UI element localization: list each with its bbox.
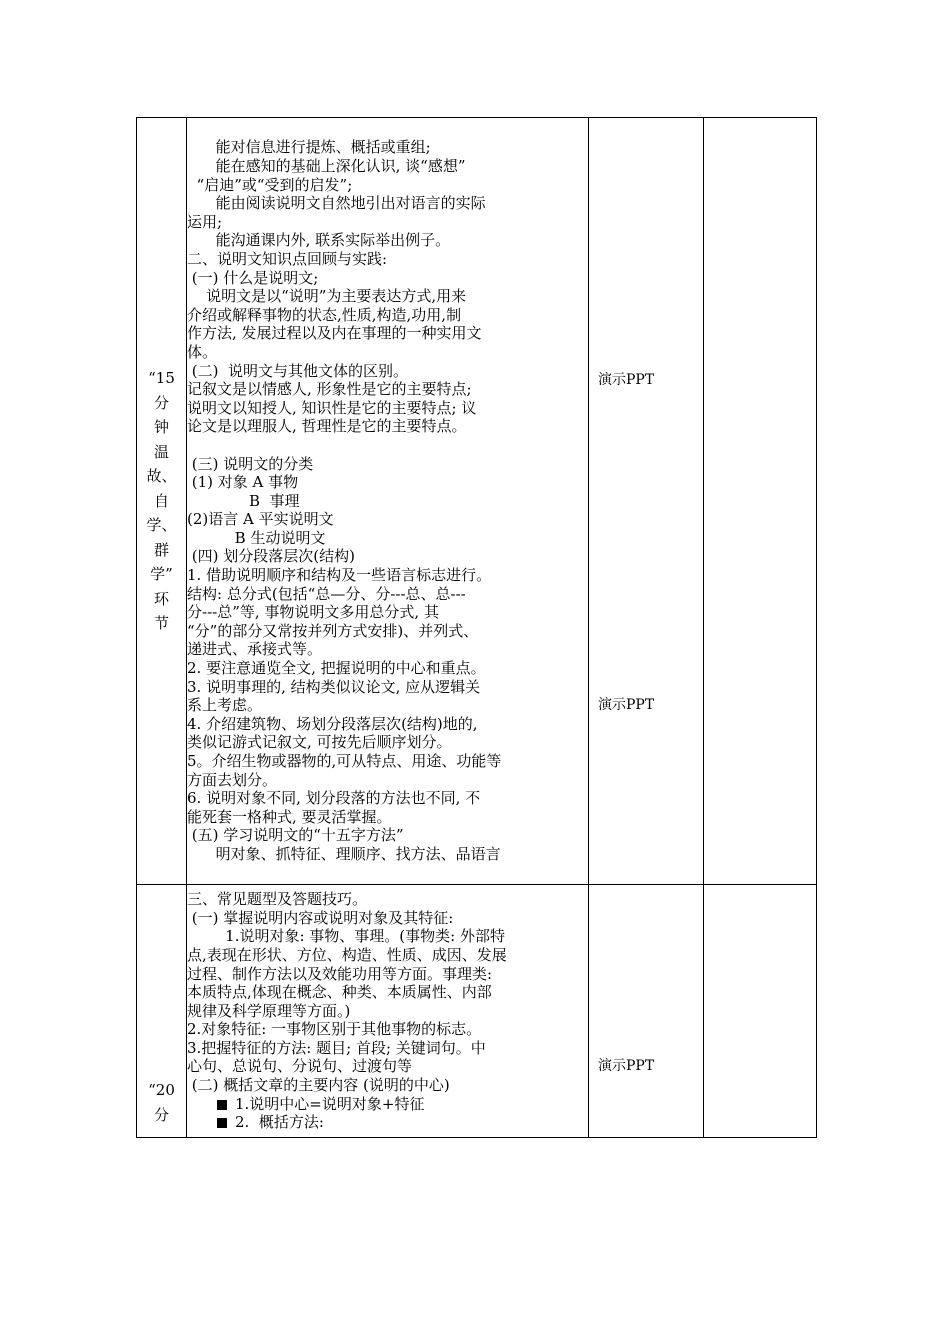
- text-line: “启迪”或“受到的启发”;: [187, 175, 353, 194]
- table-row: [137, 885, 817, 1138]
- text-line: 递进式、承接式等。: [187, 640, 323, 659]
- section-heading: 二、说明文知识点回顾与实践:: [187, 249, 388, 268]
- text-line: 点,表现在形状、方位、构造、性质、成因、发展: [187, 945, 507, 964]
- text-line: 2.对象特征: 一事物区别于其他事物的标志。: [187, 1020, 482, 1039]
- text-line: (一) 什么是说明文;: [187, 268, 319, 287]
- text-line: 说明文是以“说明”为主要表达方式,用来: [187, 287, 467, 306]
- phase-char: 环: [153, 589, 169, 608]
- text-line: 结构: 总分式(包括“总—分、分---总、总---: [187, 584, 466, 603]
- ppt-label: 演示PPT: [598, 372, 655, 388]
- text-line: 分---总”等, 事物说明文多用总分式, 其: [187, 603, 439, 622]
- phase-char: 故、: [146, 467, 177, 486]
- text-line: B 生动说明文: [187, 528, 326, 547]
- text-line: 3. 说明事理的, 结构类似议论文, 应从逻辑关: [187, 677, 481, 696]
- text-line: (2)语言 A 平实说明文: [187, 510, 334, 529]
- text-line: “分”的部分又常按并列方式安排)、并列式、: [187, 621, 479, 640]
- text-line: 作方法, 发展过程以及内在事理的一种实用文: [187, 324, 482, 343]
- text-line: 1.说明对象: 事物、事理。(事物类: 外部特: [187, 927, 505, 946]
- lesson-plan-table: [136, 117, 817, 1138]
- phase-cell: [137, 118, 187, 885]
- ppt-label: 演示PPT: [598, 1058, 655, 1074]
- text-line: 明对象、抓特征、理顺序、找方法、品语言: [187, 844, 501, 863]
- media-cell: [589, 885, 704, 1138]
- phase-char: 群: [153, 540, 169, 559]
- text-line: 论文是以理服人, 哲理性是它的主要特点。: [187, 417, 467, 436]
- square-bullet-icon: [217, 1100, 227, 1110]
- bullet-line: [187, 1095, 588, 1114]
- text-line: 能对信息进行提炼、概括或重组;: [187, 138, 431, 157]
- text-line: 6. 说明对象不同, 划分段落的方法也不同, 不: [187, 789, 481, 808]
- media-cell: [589, 118, 704, 885]
- phase-char: “20: [148, 1081, 175, 1099]
- text-line: (二) 说明文与其他文体的区别。: [187, 361, 409, 380]
- text-line: 心句、总说句、分说句、过渡句等: [187, 1057, 413, 1076]
- text-line: (二) 概括文章的主要内容 (说明的中心): [187, 1076, 450, 1095]
- text-line: 规律及科学原理等方面。): [187, 1001, 351, 1020]
- text-line: 1. 借助说明顺序和结构及一些语言标志进行。: [187, 566, 492, 585]
- text-line: 系上考虑。: [187, 696, 263, 715]
- text-line: (1) 对象 A 事物: [187, 473, 299, 492]
- text-line: (三) 说明文的分类: [187, 454, 314, 473]
- text-line: 说明文以知授人, 知识性是它的主要特点; 议: [187, 398, 477, 417]
- text-line: 能在感知的基础上深化认识, 谈“感想”: [187, 157, 466, 176]
- notes-cell: [704, 885, 817, 1138]
- section-heading: 三、常见题型及答题技巧。: [187, 890, 368, 909]
- bullet-line: [187, 1113, 588, 1132]
- text-line: B 事理: [187, 491, 300, 510]
- content-cell: [187, 118, 589, 885]
- phase-cell: [137, 885, 187, 1138]
- phase-char: 分: [153, 1105, 169, 1124]
- text-line: 2. 要注意通览全文, 把握说明的中心和重点。: [187, 659, 486, 678]
- text-line: (四) 划分段落层次(结构): [187, 547, 355, 566]
- table-row: [137, 118, 817, 885]
- text-line: 本质特点,体现在概念、种类、本质属性、内部: [187, 983, 492, 1002]
- text-line: 类似记游式记叙文, 可按先后顺序划分。: [187, 733, 452, 752]
- text-line: 3.把握特征的方法: 题目; 首段; 关键词句。中: [187, 1038, 486, 1057]
- phase-char: 节: [153, 614, 169, 633]
- phase-char: 分: [153, 393, 169, 412]
- ppt-label: 演示PPT: [598, 697, 655, 713]
- text-line: (五) 学习说明文的“十五字方法”: [187, 826, 404, 845]
- text-line: 体。: [187, 342, 218, 361]
- text-line: 能死套一格种式, 要灵活掌握。: [187, 807, 392, 826]
- text-line: 介绍或解释事物的状态,性质,构造,功用,制: [187, 305, 462, 324]
- phase-char: 自: [153, 491, 169, 510]
- blank-line: [187, 436, 588, 455]
- square-bullet-icon: [217, 1118, 227, 1128]
- bullet-text: 1.说明中心=说明对象+特征: [235, 1094, 425, 1113]
- phase-char: 学”: [150, 565, 173, 584]
- bullet-text: 2. 概括方法:: [235, 1113, 324, 1132]
- phase-char: 温: [153, 442, 169, 461]
- phase-char: “15: [148, 369, 175, 388]
- text-line: (一) 掌握说明内容或说明对象及其特征:: [187, 908, 454, 927]
- content-cell: [187, 885, 589, 1138]
- text-line: 能沟通课内外, 联系实际举出例子。: [187, 231, 451, 250]
- text-line: 记叙文是以情感人, 形象性是它的主要特点;: [187, 380, 472, 399]
- text-line: 过程、制作方法以及效能功用等方面。事理类:: [187, 964, 493, 983]
- text-line: 方面去划分。: [187, 770, 278, 789]
- text-line: 能由阅读说明文自然地引出对语言的实际: [187, 194, 486, 213]
- notes-cell: [704, 118, 817, 885]
- text-line: 运用;: [187, 212, 223, 231]
- text-line: 4. 介绍建筑物、场划分段落层次(结构)地的,: [187, 714, 478, 733]
- phase-char: 钟: [153, 418, 169, 437]
- text-line: 5。介绍生物或器物的,可从特点、用途、功能等: [187, 752, 502, 771]
- phase-char: 学、: [146, 516, 177, 535]
